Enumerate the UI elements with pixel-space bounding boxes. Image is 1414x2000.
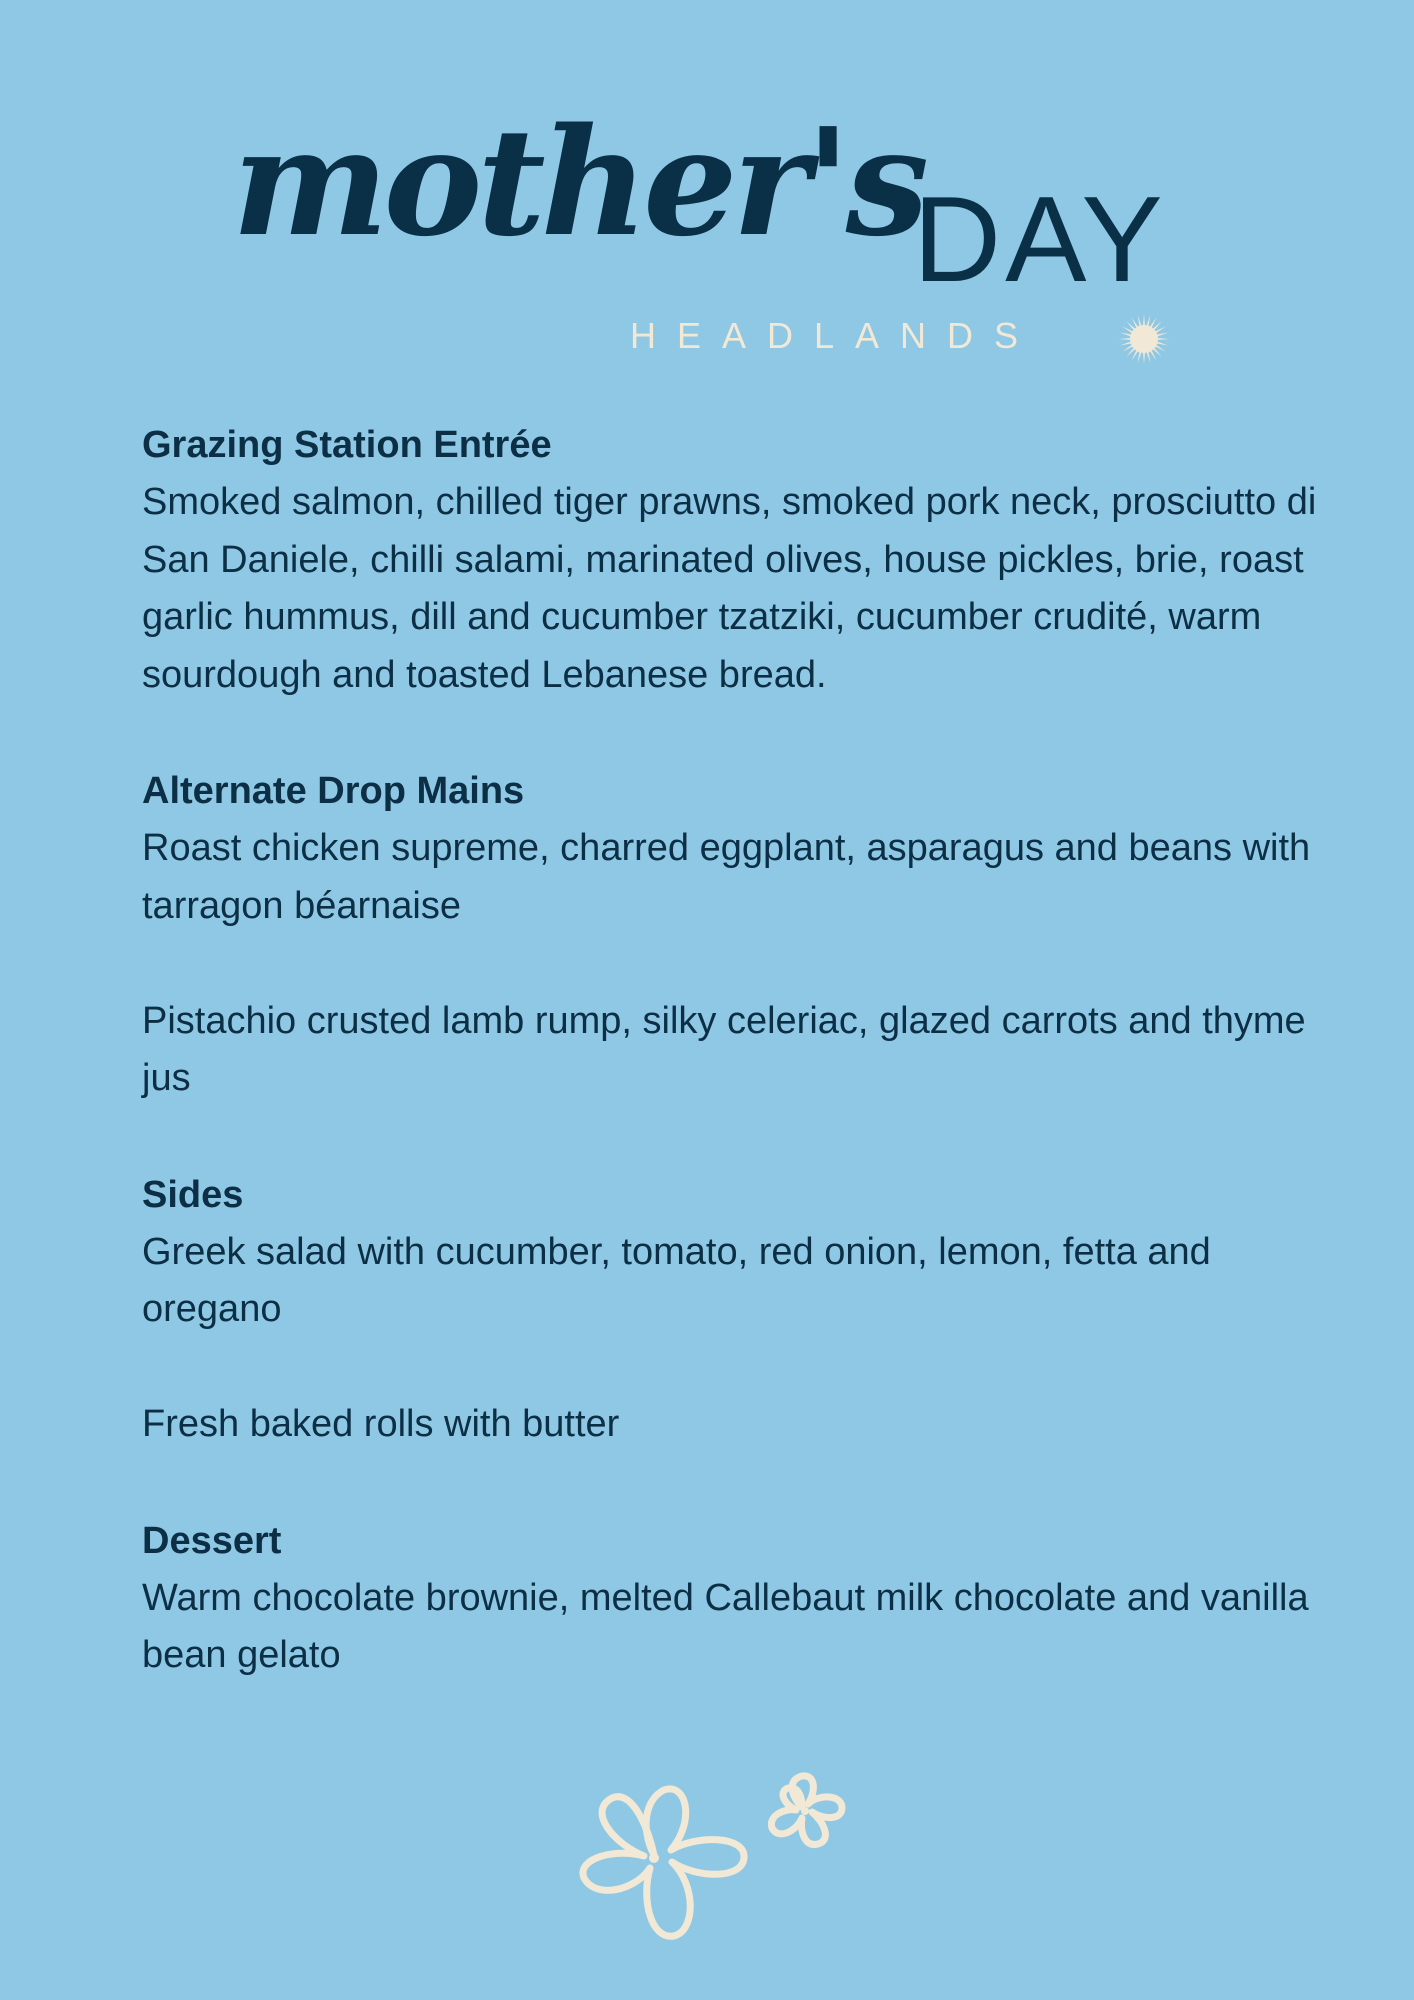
section-title: Dessert (142, 1519, 282, 1562)
script-title: mother's (232, 95, 925, 269)
section-dessert (142, 1512, 1342, 1685)
menu-item: Warm chocolate brownie, melted Callebaut milk chocolate and vanilla bean gelato (142, 1576, 1309, 1676)
section-grazing-station (142, 416, 1342, 704)
menu-item: Fresh baked rolls with butter (142, 1403, 620, 1445)
section-title: Grazing Station Entrée (142, 424, 552, 466)
menu-header (0, 0, 1414, 380)
menu-item: Greek salad with cucumber, tomato, red onion, lemon, fetta and oregano (142, 1230, 1211, 1330)
flowers-icon (546, 1750, 866, 1950)
section-mains (142, 762, 1342, 1108)
sun-icon (1118, 313, 1170, 365)
section-title: Alternate Drop Mains (142, 770, 525, 812)
menu-body (142, 416, 1342, 1743)
section-title: Sides (142, 1173, 244, 1216)
section-sides (142, 1166, 1342, 1454)
menu-item: Pistachio crusted lamb rump, silky celeriac, glazed carrots and thyme jus (142, 999, 1306, 1099)
brand-name: HEADLANDS (630, 315, 1040, 356)
menu-item: Roast chicken supreme, charred eggplant, asparagus and beans with tarragon béarnaise (142, 827, 1311, 927)
day-title: DAY (913, 171, 1167, 307)
menu-item: Smoked salmon, chilled tiger prawns, smoked pork neck, prosciutto di San Daniele, chilli salami, marinated olives, house pickles, brie, roast garlic hummus, dill and cucumber tzatziki, cucumber crudité, warm sourdough and toasted Lebanese bread. (142, 481, 1317, 696)
